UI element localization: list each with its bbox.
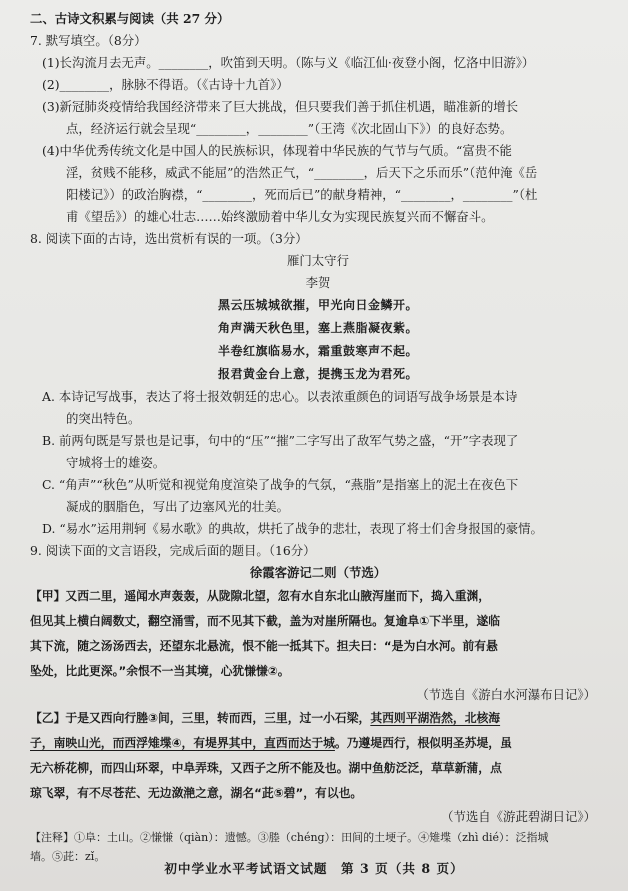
question-7-line: (4)中华优秀传统文化是中国人的民族标识，体现着中华民族的气节与气质。“富贵不能 bbox=[42, 143, 512, 158]
question-7-line: 阳楼记》）的政治胸襟，“________，死而后已”的献身精神，“________，________”（杜 bbox=[66, 187, 538, 202]
poem-line: 角声满天秋色里，塞上燕脂凝夜紫。 bbox=[217, 321, 418, 335]
passage-jia-line: 坠处，比此更深。”余恨不一当其境，心犹慊慊②。 bbox=[30, 664, 290, 678]
annotation-line: 墙。⑤茈：zǐ。 bbox=[30, 850, 106, 863]
passage-yi-line: 无六桥花柳，而四山环翠，中阜弄珠，又西子之所不能及也。湖中鱼舫泛泛，草草新蒲，点 bbox=[30, 761, 502, 775]
page-footer: 初中学业水平考试语文试题 第 3 页（共 8 页） bbox=[164, 861, 464, 876]
question-8-title: 8. 阅读下面的古诗，选出赏析有误的一项。（3分） bbox=[30, 231, 308, 246]
yi-text: 【乙】于是又西向行塍③间，三里，转而西，三里，过一小石梁， bbox=[30, 711, 371, 725]
poem-line: 半卷红旗临易水，霜重鼓寒声不起。 bbox=[217, 344, 418, 358]
question-7 bbox=[30, 30, 606, 228]
option-a-cont: 的突出特色。 bbox=[66, 411, 141, 426]
poem-line: 黑云压城城欲摧，甲光向日金鳞开。 bbox=[217, 298, 418, 312]
passage-jia-source: （节选自《游白水河瀑布日记》） bbox=[416, 687, 596, 702]
question-7-line: 甫《望岳》）的雄心壮志……始终激励着中华儿女为实现民族复兴而不懈奋斗。 bbox=[66, 209, 494, 224]
yi-text: 。乃遵堤西行，根似明圣苏堤，虽 bbox=[334, 736, 512, 750]
question-7-line: (1)长沟流月去无声。________，吹笛到天明。（陈与义《临江仙·夜登小阁，忆洛中旧游》） bbox=[42, 55, 535, 70]
question-7-line: 淫，贫贱不能移，威武不能屈”的浩然正气，“________，后天下之乐而乐”（范仲淹《岳 bbox=[66, 165, 538, 180]
question-7-line: (2)________，脉脉不得语。（《古诗十九首》） bbox=[42, 77, 289, 92]
passage-title: 徐霞客游记二则（节选） bbox=[249, 565, 387, 580]
poem-line: 报君黄金台上意，提携玉龙为君死。 bbox=[217, 367, 418, 381]
passage-jia-line: 【甲】又西二里，遥闻水声轰轰，从陇隙北望，忽有水自东北山腋泻崖而下，捣入重渊， bbox=[30, 589, 491, 603]
question-7-line: 点，经济运行就会呈现“________，________”（王湾《次北固山下》）的良好态势。 bbox=[66, 121, 513, 136]
question-7-line: (3)新冠肺炎疫情给我国经济带来了巨大挑战，但只要我们善于抓住机遇，瞄准新的增长 bbox=[42, 99, 519, 114]
yi-underlined: 子，南映山光，而西浮雉堞④，有堤界其中，直西而达于城 bbox=[30, 736, 335, 750]
passage-jia-line: 其下流，随之汤汤西去，还望东北悬流，恨不能一抵其下。担夫曰：“是为白水河。前有悬 bbox=[30, 639, 498, 653]
option-a: A. 本诗记写战事，表达了将士报效朝廷的忠心。以表浓重颜色的词语写战争场景是本诗 bbox=[42, 389, 518, 404]
question-7-title: 7. 默写填空。（8分） bbox=[30, 33, 147, 48]
passage-yi-line bbox=[30, 706, 606, 731]
question-9-title: 9. 阅读下面的文言语段，完成后面的题目。（16分） bbox=[30, 543, 316, 558]
passage-yi-source: （节选自《游茈碧湖日记》） bbox=[441, 809, 596, 824]
yi-underlined: 其西则平湖浩然，北核海 bbox=[370, 711, 501, 725]
question-9 bbox=[30, 540, 606, 866]
annotation-line: 【注释】①阜：土山。②慊慊（qiàn）：遗憾。③塍（chéng）：田间的土埂子。④雉堞（zhì dié）：泛指城 bbox=[30, 831, 549, 844]
poem-author: 李贺 bbox=[305, 275, 331, 290]
option-b-cont: 守城将士的雄姿。 bbox=[66, 455, 166, 470]
question-8 bbox=[30, 228, 606, 540]
option-b: B. 前两句既是写景也是记事，句中的“压”“摧”二字写出了敌军气势之盛，“开”字表现了 bbox=[42, 433, 519, 448]
option-c-cont: 凝成的胭脂色，写出了边塞风光的壮美。 bbox=[66, 499, 290, 514]
option-c: C. “角声”“秋色”从听觉和视觉角度渲染了战争的气氛，“燕脂”是指塞上的泥土在夜色下 bbox=[42, 477, 519, 492]
passage-yi-line bbox=[30, 731, 606, 756]
passage-yi-line: 琼飞翠，有不尽苍茫、无边潋滟之意，湖名“茈⑤碧”，有以也。 bbox=[30, 786, 363, 800]
poem-title: 雁门太守行 bbox=[287, 253, 349, 268]
option-d: D. “易水”运用荆轲《易水歌》的典故，烘托了战争的悲壮，表现了将士们舍身报国的豪情。 bbox=[42, 521, 543, 536]
section-title: 二、古诗文积累与阅读（共 27 分） bbox=[30, 11, 230, 26]
passage-jia-line: 但见其上横白阔数丈，翻空涌雪，而不见其下截，盖为对崖所隔也。复逾阜①下半里，遂临 bbox=[30, 614, 501, 628]
